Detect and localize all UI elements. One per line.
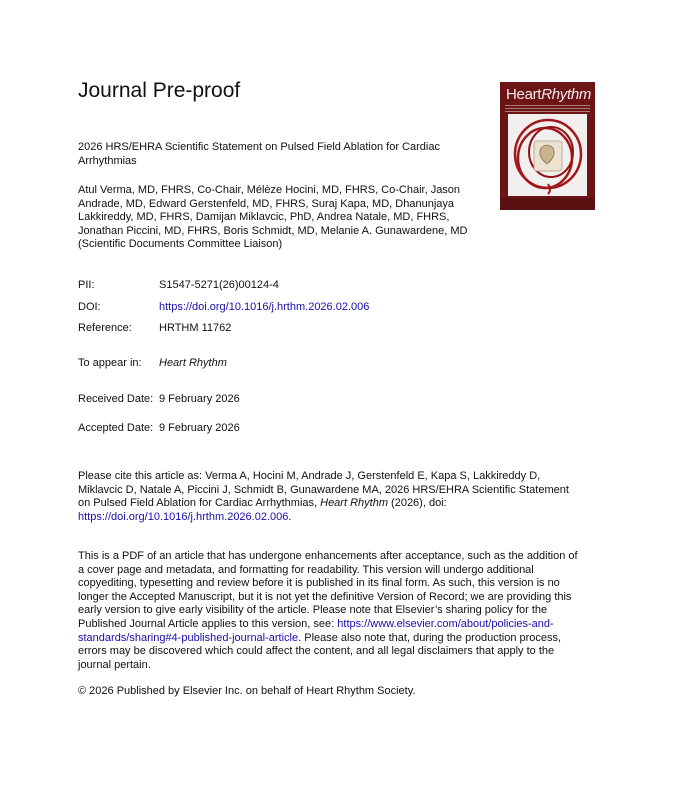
- appear-in-value: Heart Rhythm: [159, 357, 227, 369]
- cover-photo: [508, 114, 587, 196]
- citation-text: Please cite this article as: Verma A, Hocini M, Andrade J, Gerstenfeld E, Kapa S, Lakkireddy D, Miklavcic D, Natale A, Piccini J, Schmidt B, Gunawardene MA, 2026 HRS/EHRA Scientific Statement on Pulsed Field Ablation for Cardiac Arrhythmias,: [78, 470, 569, 510]
- cover-contents-lines: [505, 105, 590, 114]
- citation-period: .: [288, 510, 292, 523]
- catheter-illustration: [508, 114, 587, 196]
- doi-label: DOI:: [78, 301, 101, 313]
- notice-text-end: . Please also note that, during the production process, errors may be discovered which could affect the content, and all legal disclaimers that apply to the journal pertain.: [78, 631, 562, 671]
- author-list: Atul Verma, MD, FHRS, Co-Chair, Mélèze Hocini, MD, FHRS, Co-Chair, Jason Andrade, MD, Edward Gerstenfeld, MD, FHRS, Suraj Kapa, MD, Dhanunjaya Lakkireddy, MD, FHRS, Damijan Miklavcic, PhD, Andrea Natale, MD, FHRS, Jonathan Piccini, MD, FHRS, Boris Schmidt, MD, Melanie A. Gunawardene, MD (Scientific Documents Committee Liaison): [78, 184, 468, 251]
- pii-label: PII:: [78, 279, 95, 291]
- copyright-notice: © 2026 Published by Elsevier Inc. on behalf of Heart Rhythm Society.: [78, 685, 416, 697]
- accepted-date-label: Accepted Date:: [78, 422, 154, 434]
- sharing-policy-link[interactable]: https://www.elsevier.com/about/policies-and-standards/sharing#4-published-journal-article: [78, 617, 554, 644]
- reference-label: Reference:: [78, 322, 132, 334]
- citation-text-doi: (2026), doi:: [387, 497, 447, 510]
- received-date-label: Received Date:: [78, 393, 154, 405]
- citation-paragraph: [78, 470, 578, 524]
- appear-in-label: To appear in:: [78, 357, 142, 369]
- cover-title: HeartRhythm: [506, 86, 592, 103]
- pii-value: S1547-5271(26)00124-4: [159, 279, 279, 291]
- journal-cover-image: [500, 82, 595, 210]
- accepted-date-value: 9 February 2026: [159, 422, 240, 434]
- pre-proof-notice: [78, 550, 578, 672]
- reference-value: HRTHM 11762: [159, 322, 232, 334]
- article-title: 2026 HRS/EHRA Scientific Statement on Pulsed Field Ablation for Cardiac Arrhythmias: [78, 141, 440, 167]
- journal-pre-proof-heading: Journal Pre-proof: [78, 79, 241, 102]
- citation-journal: Heart Rhythm: [320, 497, 388, 510]
- notice-text: This is a PDF of an article that has undergone enhancements after acceptance, such as the addition of a cover page and metadata, and formatting for readability. This version will undergo additional copyediting, typesetting and review before it is published in its final form. As such, this version is no longer the Accepted Manuscript, but it is not yet the definitive Version of Record; we are providing this early version to give early visibility of the article. Please note that Elsevier’s sharing policy for the Published Journal Article applies to this version, see:: [78, 550, 578, 630]
- received-date-value: 9 February 2026: [159, 393, 240, 405]
- doi-link[interactable]: https://doi.org/10.1016/j.hrthm.2026.02.006: [159, 301, 370, 313]
- citation-doi-link[interactable]: https://doi.org/10.1016/j.hrthm.2026.02.006: [78, 510, 289, 523]
- cover-footer-bar: [500, 198, 595, 210]
